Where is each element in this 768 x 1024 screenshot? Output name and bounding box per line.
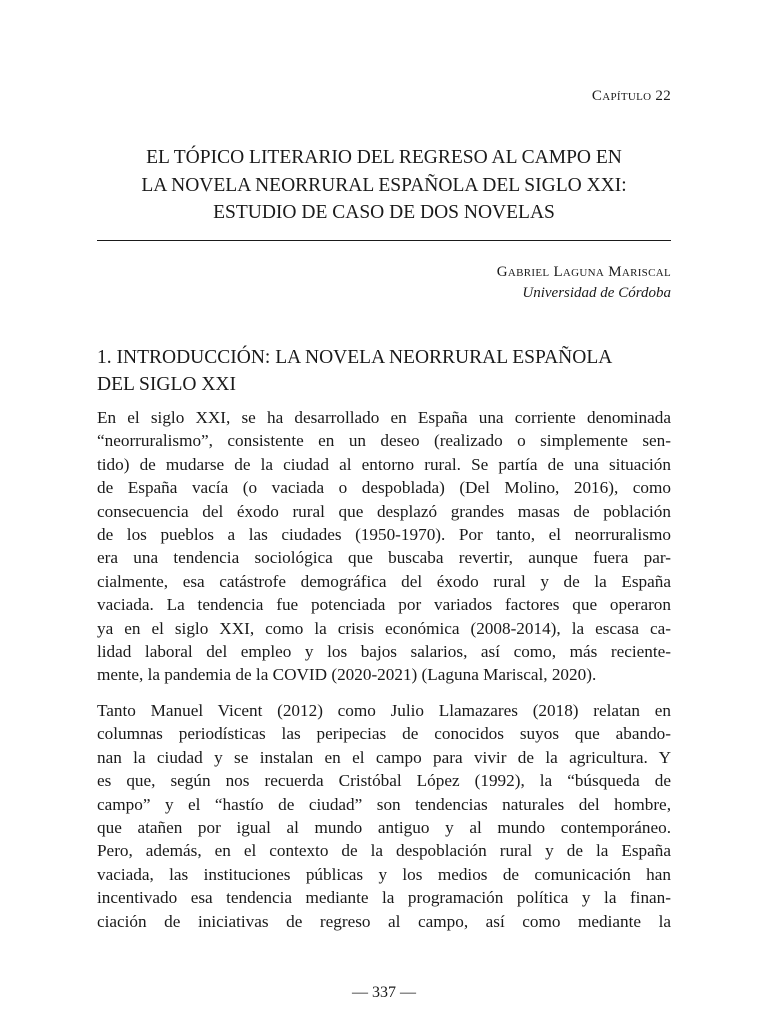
paragraph-line: vaciada. La tendencia fue potenciada por variados factores que operaron: [97, 595, 671, 615]
paragraph-line: nan la ciudad y se instalan en el campo para vivir de la agricultura. Y: [97, 747, 671, 767]
paragraph-line: tido) de mudarse de la ciudad al entorno rural. Se partía de una situación: [97, 454, 671, 474]
paragraph-1: [97, 406, 671, 687]
paragraph-line: columnas periodísticas las peripecias de conocidos suyos que abando-: [97, 724, 671, 744]
paragraph-line: que atañen por igual al mundo antiguo y al mundo contemporáneo.: [97, 817, 671, 837]
chapter-title-line: EL TÓPICO LITERARIO DEL REGRESO AL CAMPO EN: [146, 147, 622, 168]
author-block: [497, 262, 671, 304]
chapter-title-line: ESTUDIO DE CASO DE DOS NOVELAS: [213, 202, 555, 223]
paragraph-line: vaciada, las instituciones públicas y los medios de comunicación han: [97, 864, 671, 884]
chapter-title-line: LA NOVELA NEORRURAL ESPAÑOLA DEL SIGLO XXI:: [141, 174, 627, 196]
paragraph-line: Tanto Manuel Vicent (2012) como Julio Llamazares (2018) relatan en: [97, 701, 671, 720]
author-affiliation: Universidad de Córdoba: [522, 285, 671, 301]
title-divider: [97, 240, 671, 241]
paragraph-line: lidad laboral del empleo y los bajos salarios, así como, más reciente-: [97, 641, 671, 661]
chapter-label: Capítulo 22: [591, 88, 671, 104]
paragraph-line: incentivado esa tendencia mediante la programación política y la finan-: [97, 888, 671, 908]
chapter-title: [97, 144, 671, 227]
section-heading-line: 1. INTRODUCCIÓN: LA NOVELA NEORRURAL ESPAÑOLA: [97, 347, 613, 368]
page-number: — 337 —: [352, 984, 416, 1001]
paragraph-line: consecuencia del éxodo rural que desplazó grandes masas de población: [97, 501, 671, 521]
paragraph-line: ciación de iniciativas de regreso al campo, así como mediante la: [97, 911, 671, 931]
section-heading: [97, 344, 671, 398]
section-heading-line: DEL SIGLO XXI: [97, 374, 237, 395]
paragraph-line: de España vacía (o vaciada o despoblada) (Del Molino, 2016), como: [97, 478, 671, 498]
paragraph-2: [97, 699, 671, 933]
paragraph-line: En el siglo XXI, se ha desarrollado en España una corriente denominada: [97, 408, 671, 427]
paragraph-line: ya en el siglo XXI, como la crisis económica (2008-2014), la escasa ca-: [97, 618, 671, 638]
paragraph-line: era una tendencia sociológica que buscaba revertir, aunque fuera par-: [97, 548, 671, 568]
author-name: Gabriel Laguna Mariscal: [496, 264, 671, 280]
paragraph-line: mente, la pandemia de la COVID (2020-2021) (Laguna Mariscal, 2020).: [97, 665, 597, 685]
paragraph-line: cialmente, esa catástrofe demográfica del éxodo rural y de la España: [97, 571, 671, 591]
paragraph-line: “neorruralismo”, consistente en un deseo (realizado o simplemente sen-: [97, 431, 671, 451]
page: [97, 0, 671, 1024]
paragraph-line: campo” y el “hastío de ciudad” son tendencias naturales del hombre,: [97, 794, 671, 814]
paragraph-line: Pero, además, en el contexto de la despoblación rural y de la España: [97, 841, 671, 861]
paragraph-line: es que, según nos recuerda Cristóbal López (1992), la “búsqueda de: [97, 771, 671, 791]
paragraph-line: de los pueblos a las ciudades (1950-1970). Por tanto, el neorruralismo: [97, 524, 671, 544]
